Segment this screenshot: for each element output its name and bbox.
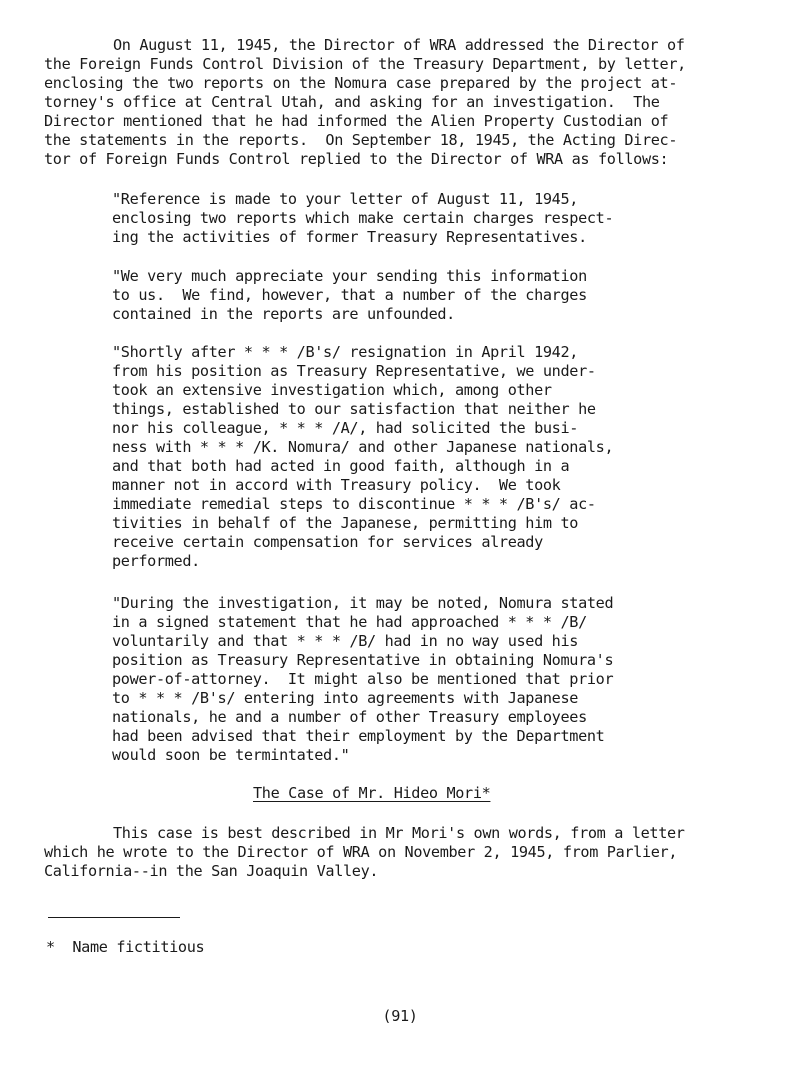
text-line: contained in the reports are unfounded. bbox=[112, 305, 455, 323]
text-line: ness with * * * /K. Nomura/ and other Japanese nationals, bbox=[112, 438, 614, 456]
text-line: and that both had acted in good faith, although in a bbox=[112, 457, 570, 475]
section-heading: The Case of Mr. Hideo Mori* bbox=[253, 784, 491, 802]
text-line: "During the investigation, it may be noted, Nomura stated bbox=[112, 594, 614, 612]
text-line: performed. bbox=[112, 552, 200, 570]
text-line: California--in the San Joaquin Valley. bbox=[44, 862, 379, 880]
text-line: position as Treasury Representative in obtaining Nomura's bbox=[112, 651, 614, 669]
text-line: "Shortly after * * * /B's/ resignation in April 1942, bbox=[112, 343, 579, 361]
text-line: tor of Foreign Funds Control replied to the Director of WRA as follows: bbox=[44, 150, 669, 168]
text-line: immediate remedial steps to discontinue * * * /B's/ ac- bbox=[112, 495, 596, 513]
text-line: took an extensive investigation which, among other bbox=[112, 381, 552, 399]
text-line: the statements in the reports. On September 18, 1945, the Acting Direc- bbox=[44, 131, 678, 149]
text-line: in a signed statement that he had approached * * * /B/ bbox=[112, 613, 587, 631]
text-line: had been advised that their employment by the Department bbox=[112, 727, 605, 745]
text-line: This case is best described in Mr Mori's own words, from a letter bbox=[113, 824, 685, 842]
text-line: torney's office at Central Utah, and asking for an investigation. The bbox=[44, 93, 660, 111]
text-line: the Foreign Funds Control Division of the Treasury Department, by letter, bbox=[44, 55, 686, 73]
text-line: Director mentioned that he had informed the Alien Property Custodian of bbox=[44, 112, 669, 130]
text-line: tivities in behalf of the Japanese, permitting him to bbox=[112, 514, 579, 532]
text-line: would soon be termintated." bbox=[112, 746, 350, 764]
text-line: enclosing two reports which make certain charges respect- bbox=[112, 209, 614, 227]
text-line: receive certain compensation for services already bbox=[112, 533, 543, 551]
text-line: nor his colleague, * * * /A/, had solicited the busi- bbox=[112, 419, 579, 437]
text-line: things, established to our satisfaction that neither he bbox=[112, 400, 596, 418]
text-line: to * * * /B's/ entering into agreements with Japanese bbox=[112, 689, 579, 707]
text-line: "We very much appreciate your sending this information bbox=[112, 267, 587, 285]
text-line: manner not in accord with Treasury policy. We took bbox=[112, 476, 561, 494]
text-line: to us. We find, however, that a number of the charges bbox=[112, 286, 587, 304]
text-line: voluntarily and that * * * /B/ had in no way used his bbox=[112, 632, 579, 650]
footnote: * Name fictitious bbox=[46, 938, 205, 956]
page-number: (91) bbox=[382, 1007, 418, 1025]
text-line: nationals, he and a number of other Treasury employees bbox=[112, 708, 587, 726]
text-line: ing the activities of former Treasury Representatives. bbox=[112, 228, 587, 246]
text-line: from his position as Treasury Representative, we under- bbox=[112, 362, 596, 380]
footnote-divider bbox=[48, 917, 180, 918]
text-line: power-of-attorney. It might also be mentioned that prior bbox=[112, 670, 614, 688]
text-line: On August 11, 1945, the Director of WRA addressed the Director of bbox=[113, 36, 685, 54]
text-line: "Reference is made to your letter of August 11, 1945, bbox=[112, 190, 579, 208]
text-line: enclosing the two reports on the Nomura case prepared by the project at- bbox=[44, 74, 678, 92]
text-line: which he wrote to the Director of WRA on November 2, 1945, from Parlier, bbox=[44, 843, 678, 861]
